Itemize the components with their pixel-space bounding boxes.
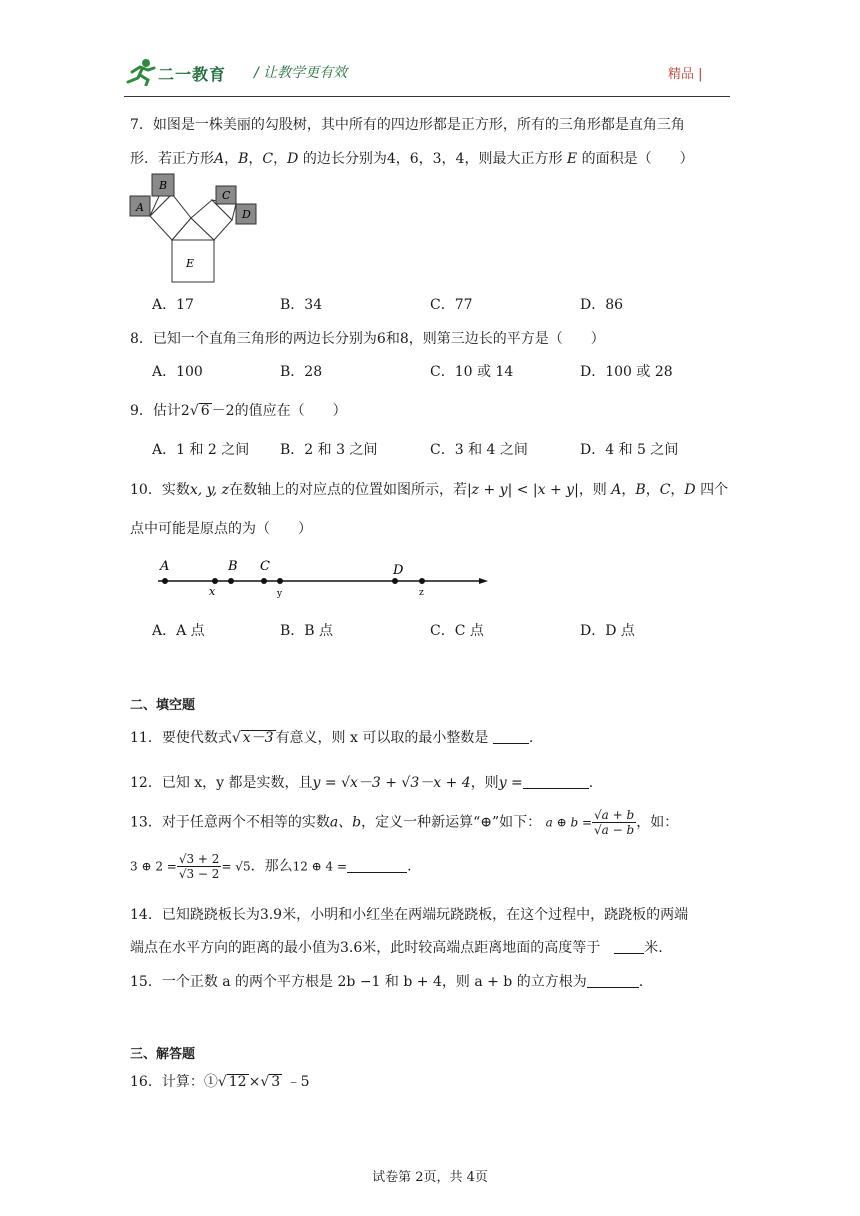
point-B bbox=[228, 578, 234, 584]
q9-option-b: B．2 和 3 之间 bbox=[280, 442, 378, 458]
q13-pre: 13．对于任意两个不相等的实数 bbox=[130, 814, 330, 831]
q13-def-lhs: a ⊕ b = bbox=[545, 815, 593, 830]
q7-option-a: A．17 bbox=[152, 297, 194, 313]
q7-option-b: B．34 bbox=[280, 297, 323, 313]
q8-option-c: C．10 或 14 bbox=[430, 364, 514, 380]
q10-option-a: A．A 点 bbox=[152, 623, 205, 639]
point-z bbox=[419, 578, 425, 584]
q10-inequality: |z + y| < |x + y| bbox=[466, 482, 579, 498]
q13-def-num: √a + b bbox=[594, 808, 635, 822]
q8-option-a: A．100 bbox=[152, 364, 203, 380]
q14-pre: 端点在水平方向的距离的最小值为3.6米，此时较高端点距离地面的高度等于 bbox=[130, 940, 601, 956]
q13-ask: 12 ⊕ 4 = bbox=[292, 859, 348, 874]
q16-tail: ﹣5 bbox=[286, 1074, 310, 1090]
q9-coef: 2 bbox=[180, 403, 190, 419]
number-line-figure bbox=[150, 556, 495, 600]
q10-vars: x, y, z bbox=[189, 482, 229, 498]
logo-runner-icon bbox=[124, 58, 158, 86]
q8-text: 8．已知一个直角三角形的两边长分别为6和8，则第三边长的平方是（ ） bbox=[130, 331, 605, 347]
q10-line2: 点中可能是原点的为（ ） bbox=[130, 521, 312, 537]
q10-option-d: D．D 点 bbox=[580, 623, 635, 639]
q11-post: 有意义，则 x 可以取的最小整数是 bbox=[275, 730, 489, 746]
label-A: A bbox=[160, 559, 170, 574]
q16-radicand2: 3 bbox=[271, 1074, 281, 1090]
label-y: y bbox=[277, 589, 283, 599]
q13-mid: ．那么 bbox=[250, 858, 293, 875]
q8-option-b: B．28 bbox=[280, 364, 323, 380]
q9-option-a: A．1 和 2 之间 bbox=[152, 442, 250, 458]
q13-line2 bbox=[130, 852, 412, 881]
q7-line2: 形．若正方形A，B，C，D 的边长分别为4，6，3，4，则最大正方形 E 的面积是（ ） bbox=[130, 151, 694, 167]
q15-end: . bbox=[638, 974, 644, 990]
q11-answer-blank[interactable] bbox=[493, 731, 529, 744]
label-A: A bbox=[136, 201, 144, 214]
q13-line1 bbox=[130, 808, 678, 837]
q12-end: . bbox=[588, 775, 594, 791]
label-B: B bbox=[228, 559, 238, 574]
label-C: C bbox=[222, 189, 231, 202]
q9-option-d: D．4 和 5 之间 bbox=[580, 442, 679, 458]
label-E: E bbox=[186, 257, 195, 270]
q12-ylabel: y = bbox=[498, 775, 523, 791]
q10-end: 四个 bbox=[700, 482, 729, 498]
q12-text bbox=[130, 772, 593, 792]
axis-arrow bbox=[479, 578, 488, 584]
q7-option-c: C．77 bbox=[430, 297, 473, 313]
q16-radicand1: 12 bbox=[228, 1074, 247, 1090]
q12-expr: y = √x－3 + √3－x + 4 bbox=[312, 775, 471, 791]
q9-tail: －2 bbox=[211, 403, 235, 419]
label-x: x bbox=[209, 585, 216, 598]
q7-line2-pre: 形．若正方形 bbox=[130, 151, 214, 167]
q13-answer-blank[interactable] bbox=[347, 860, 407, 873]
q14-line1: 14．已知跷跷板长为3.9米，小明和小红坐在两端玩跷跷板，在这个过程中，跷跷板的两端 bbox=[130, 907, 689, 923]
q7-line1: 7．如图是一株美丽的勾股树，其中所有的四边形都是正方形，所有的三角形都是直角三角 bbox=[130, 117, 685, 133]
q12-answer-blank[interactable] bbox=[523, 776, 589, 789]
q13-post: ，定义一种新运算“⊕”如下： bbox=[361, 814, 542, 831]
header-slogan: / 让教学更有效 bbox=[254, 65, 348, 81]
q14-line2 bbox=[130, 937, 663, 957]
q13-vars: a、b bbox=[329, 814, 362, 831]
q9-text: 9．估计2√ 6 －2的值应在（ ） bbox=[130, 403, 347, 419]
q11-end: . bbox=[528, 730, 534, 746]
q9-pre: 9．估计 bbox=[130, 403, 181, 419]
q7-line2-mid: 的边长分别为 bbox=[302, 151, 387, 167]
label-D: D bbox=[393, 563, 404, 578]
q16-text: 16．计算：①√ 12 ×√ 3 ﹣5 bbox=[130, 1074, 310, 1090]
q13-end2: . bbox=[407, 858, 412, 875]
q9-option-c: C．3 和 4 之间 bbox=[430, 442, 528, 458]
q12-pre: 12．已知 x，y 都是实数，且 bbox=[130, 775, 313, 791]
point-D bbox=[392, 578, 398, 584]
logo-text: 二一教育 bbox=[158, 65, 227, 84]
q10-option-b: B．B 点 bbox=[280, 623, 334, 639]
q15-text bbox=[130, 971, 643, 991]
label-z: z bbox=[419, 588, 424, 598]
q7-option-d: D．86 bbox=[580, 297, 624, 313]
q13-ex-lhs: 3 ⊕ 2 = bbox=[130, 859, 177, 874]
q13-ex-fraction bbox=[177, 852, 222, 881]
q10-line1: 10．实数x, y, z在数轴上的对应点的位置如图所示，若|z + y| < |x + y|，则 A，B，C，D 四个 bbox=[130, 482, 729, 498]
section-solve-heading: 三、解答题 bbox=[130, 1047, 196, 1062]
q13-ex-den: √3 − 2 bbox=[178, 867, 220, 881]
q10-post: ，则 bbox=[578, 482, 607, 498]
point-x bbox=[212, 578, 218, 584]
q13-def-fraction bbox=[592, 808, 636, 837]
q9-radicand: 6 bbox=[200, 403, 210, 419]
point-y bbox=[277, 578, 283, 584]
page-footer: 试卷第 2页，共 4页 bbox=[372, 1170, 488, 1185]
header-divider bbox=[124, 96, 730, 97]
point-C bbox=[261, 578, 267, 584]
q7-line2-end: 的面积是（ ） bbox=[581, 151, 694, 167]
header-badge: 精品 | bbox=[668, 67, 703, 82]
q10-pre: 10．实数 bbox=[130, 482, 190, 498]
q15-pre: 15．一个正数 a 的两个平方根是 2b −1 和 b + 4，则 a + b 的立方根为 bbox=[130, 974, 587, 990]
q8-option-d: D．100 或 28 bbox=[580, 364, 673, 380]
q11-pre: 11．要使代数式 bbox=[130, 730, 232, 746]
pythagoras-tree-figure bbox=[128, 172, 260, 286]
q7-line2-vals: 4，6，3，4 bbox=[386, 151, 465, 167]
q13-def-den: √a − b bbox=[594, 823, 635, 837]
q12-post: ，则 bbox=[470, 775, 499, 791]
q13-end1: ，如： bbox=[636, 814, 679, 831]
q14-post: 米. bbox=[644, 940, 663, 956]
q10-mid: 在数轴上的对应点的位置如图所示，若 bbox=[228, 482, 467, 498]
q16-pre: 16．计算：① bbox=[130, 1074, 218, 1090]
q7-line2-post: ，则最大正方形 bbox=[464, 151, 563, 167]
q13-ex-rhs: = √5 bbox=[221, 859, 251, 874]
section-fill-blank-heading: 二、填空题 bbox=[130, 698, 196, 713]
q10-option-c: C．C 点 bbox=[430, 623, 484, 639]
q9-post: 的值应在（ ） bbox=[234, 403, 347, 419]
q13-ex-num: √3 + 2 bbox=[178, 852, 220, 866]
q15-answer-blank[interactable] bbox=[587, 975, 639, 988]
q14-answer-blank[interactable] bbox=[614, 941, 644, 954]
label-C: C bbox=[260, 559, 270, 574]
q16-times: × bbox=[248, 1074, 261, 1090]
q11-text: 11．要使代数式√ x－3 有意义，则 x 可以取的最小整数是 . bbox=[130, 730, 534, 746]
label-D: D bbox=[242, 208, 251, 221]
q11-radicand: x－3 bbox=[242, 730, 274, 746]
point-A bbox=[162, 578, 168, 584]
label-B: B bbox=[159, 179, 168, 192]
